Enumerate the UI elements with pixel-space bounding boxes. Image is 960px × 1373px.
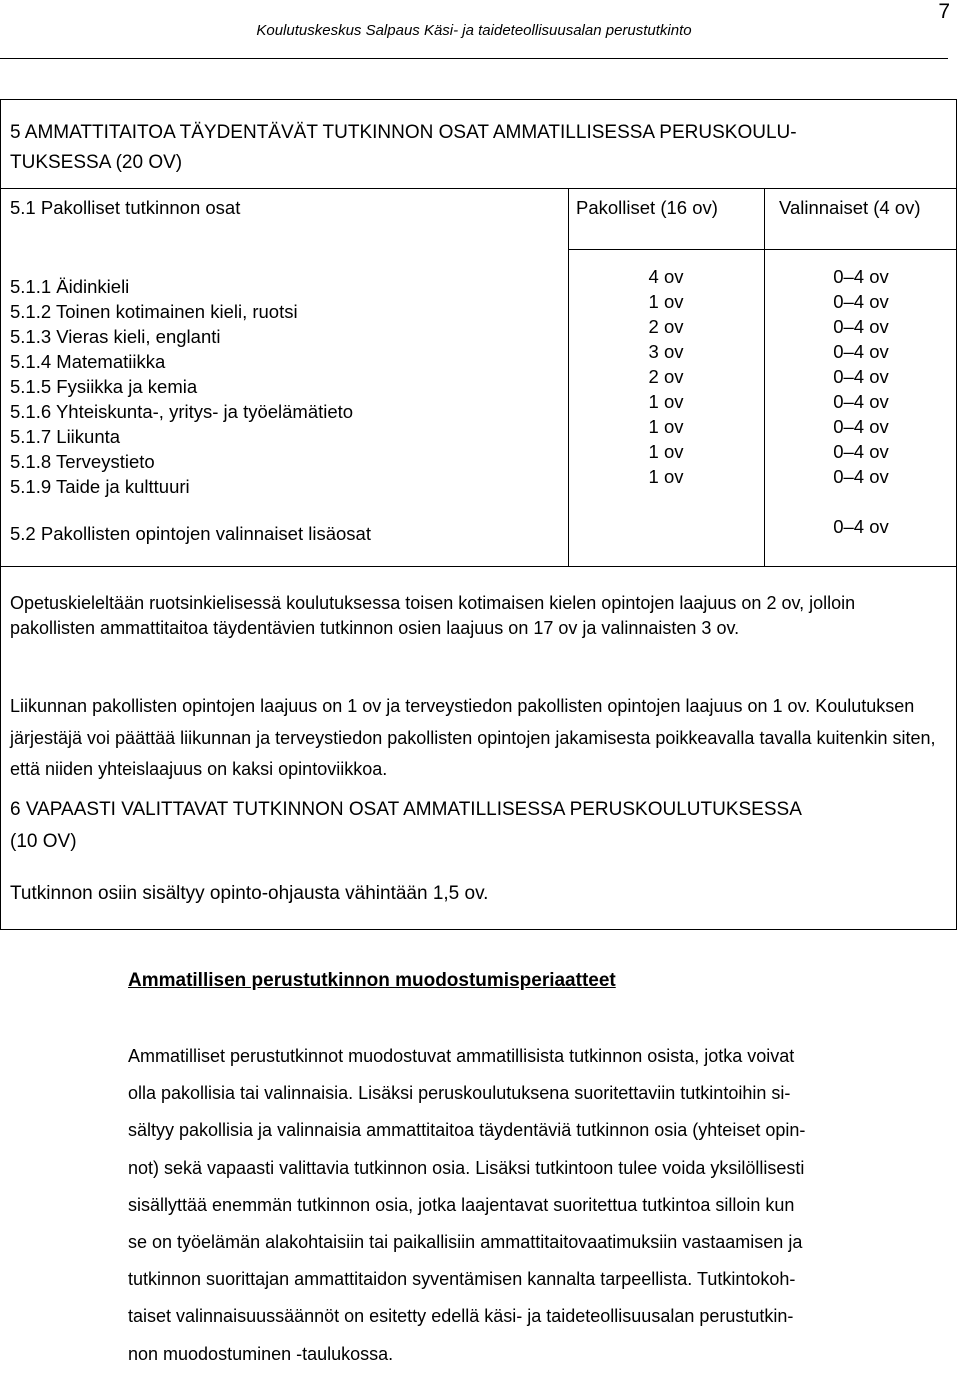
optional-value: 0–4 ov [833,466,889,487]
subject-name: 5.1.5 Fysiikka ja kemia [10,376,198,397]
optional-value: 0–4 ov [833,341,889,362]
subject-name: 5.1.4 Matematiikka [10,351,166,372]
body-line: tutkinnon suorittajan ammattitaidon syventämisen kannalta tarpeellista. Tutkintokoh- [128,1269,796,1290]
box-title-line1: 5 AMMATTITAITOA TÄYDENTÄVÄT TUTKINNON OSAT AMMATILLISESSA PERUSKOULU- [10,122,797,143]
section-body [128,1038,943,1373]
header-rule [0,58,948,59]
body-line: non muodostuminen -taulukossa. [128,1343,394,1364]
subject-name: 5.1.2 Toinen kotimainen kieli, ruotsi [10,301,298,322]
mandatory-list [568,264,764,489]
note-swedish-language: Opetuskieleltään ruotsinkielisessä koulutuksessa toisen kotimaisen kielen opintojen laajuus on 2 ov, jolloin pakollisten ammattitaitoa täydentävien tutkinnon osien laajuus on 17 ov ja valinnaisten 3 ov. [10,593,856,638]
subject-name: 5.1.1 Äidinkieli [10,276,130,297]
mandatory-value: 3 ov [648,341,684,362]
body-line: not) sekä vapaasti valittavia tutkinnon osia. Lisäksi tutkintoon tulee voida yksilöllisesti [128,1157,805,1178]
body-line: Ammatilliset perustutkinnot muodostuvat ammatillisista tutkinnon osista, jotka voivat [128,1046,795,1066]
body-line: se on työelämän alakohtaisiin tai paikallisiin ammattitaitovaatimuksiin vastaamisen ja [128,1232,803,1253]
section-heading: Ammatillisen perustutkinnon muodostumisperiaatteet [128,970,616,991]
mandatory-value: 1 ov [648,416,684,437]
table-top-rule [1,188,956,189]
content-box [0,99,957,930]
mandatory-value: 2 ov [648,316,684,337]
subject-name: 5.1.7 Liikunta [10,426,121,447]
subject-name: 5.1.6 Yhteiskunta-, yritys- ja työelämätieto [10,401,354,422]
mandatory-value: 1 ov [648,441,684,462]
box-title-line2: TUKSESSA (20 OV) [10,152,183,173]
optional-value: 0–4 ov [833,266,889,287]
subject-list [10,274,353,499]
table-bottom-rule [1,566,956,567]
page-number: 7 [938,0,950,23]
subject-name: 5.1.8 Terveystieto [10,451,155,472]
optional-value: 0–4 ov [833,366,889,387]
mandatory-value: 1 ov [648,391,684,412]
col-header-optional: Valinnaiset (4 ov) [779,197,921,218]
running-header: Koulutuskeskus Salpaus Käsi- ja taideteollisuusalan perustutkinto [256,22,692,39]
header-rule-left [568,249,956,250]
optional-value: 0–4 ov [833,416,889,437]
subject-name: 5.1.3 Vieras kieli, englanti [10,326,221,347]
section6-title-line2: (10 OV) [10,831,77,852]
optional-value: 0–4 ov [833,291,889,312]
col-header-mandatory: Pakolliset (16 ov) [576,197,718,218]
col-header-subject: 5.1 Pakolliset tutkinnon osat [10,197,241,218]
body-line: sältyy pakollisia ja valinnaisia ammattitaitoa täydentäviä tutkinnon osia (yhteiset opin- [128,1120,806,1141]
extra-row-optional: 0–4 ov [833,516,889,537]
mandatory-value: 4 ov [648,266,684,287]
guidance-note: Tutkinnon osiin sisältyy opinto-ohjausta vähintään 1,5 ov. [10,883,489,904]
body-line: sisällyttää enemmän tutkinnon osia, jotka laajentavat suoritettua tutkintoa silloin kun [128,1194,795,1215]
section6-title [10,794,802,858]
body-line: taiset valinnaisuussäännöt on esitetty edellä käsi- ja taideteollisuusalan perustutkin- [128,1306,794,1327]
box-title [10,118,797,178]
mandatory-value: 1 ov [648,291,684,312]
body-line: olla pakollisia tai valinnaisia. Lisäksi peruskoulutuksena suoritettaviin tutkintoihin si- [128,1083,791,1104]
mandatory-value: 1 ov [648,466,684,487]
extra-row-name: 5.2 Pakollisten opintojen valinnaiset lisäosat [10,523,371,544]
section6-title-line1: 6 VAPAASTI VALITTAVAT TUTKINNON OSAT AMMATILLISESSA PERUSKOULUTUKSESSA [10,799,802,820]
optional-list [764,264,958,489]
optional-value: 0–4 ov [833,316,889,337]
optional-value: 0–4 ov [833,441,889,462]
optional-value: 0–4 ov [833,391,889,412]
subject-name: 5.1.9 Taide ja kulttuuri [10,476,190,497]
note-physical-education: Liikunnan pakollisten opintojen laajuus on 1 ov ja terveystiedon pakollisten opintojen laajuus on 1 ov. Koulutuksen järjestäjä voi päättää liikunnan ja terveystiedon pakollisten opintojen jakamisesta poikkeavalla tavalla kuitenkin siten, että niiden yhteislaajuus on kaksi opintoviikkoa. [10,696,936,779]
mandatory-value: 2 ov [648,366,684,387]
